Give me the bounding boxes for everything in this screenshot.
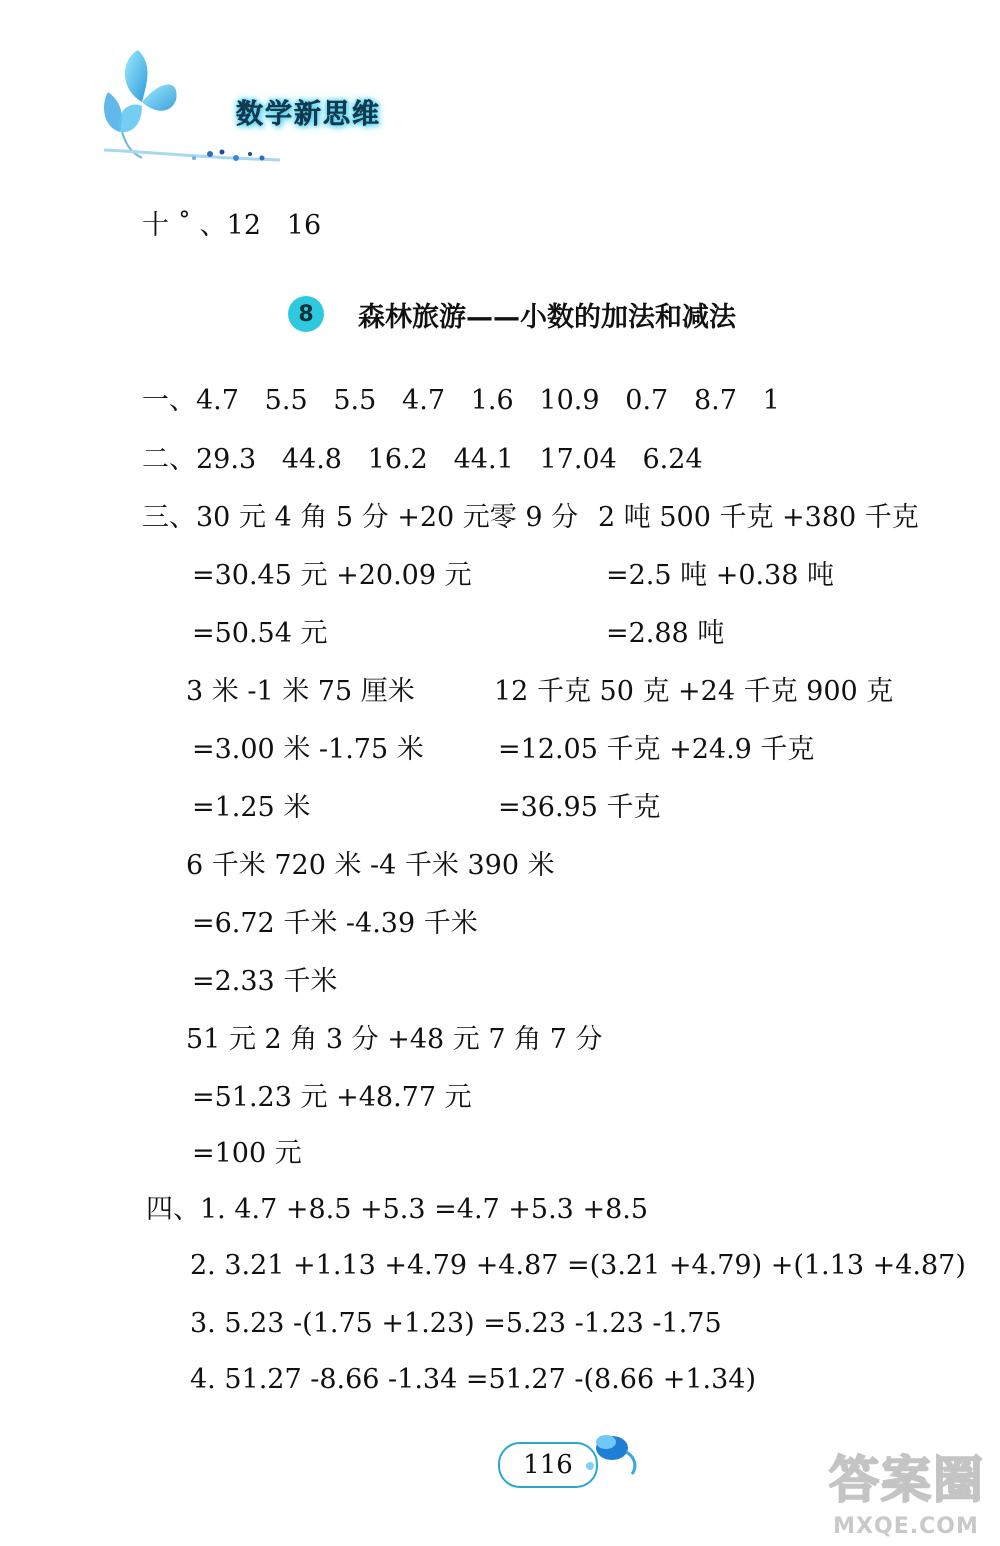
answer-q3c-line1: =3.00 米 -1.75 米 bbox=[192, 734, 424, 765]
answer-q2: 二、29.3 44.8 16.2 44.1 17.04 6.24 bbox=[142, 444, 703, 475]
watermark-logo: 答案圈 bbox=[829, 1451, 985, 1509]
answer-q4-1: 四、1. 4.7 +8.5 +5.3 =4.7 +5.3 +8.5 bbox=[146, 1194, 649, 1225]
blue-flower-icon bbox=[576, 1422, 646, 1478]
answer-q3a-line1: =30.45 元 +20.09 元 bbox=[192, 560, 472, 591]
answer-q3e-head: 6 千米 720 米 -4 千米 390 米 bbox=[186, 850, 555, 881]
answer-q3-head-right: 2 吨 500 千克 +380 千克 bbox=[598, 502, 919, 533]
answer-q3f-line1: =51.23 元 +48.77 元 bbox=[192, 1082, 472, 1113]
watermark bbox=[820, 1440, 992, 1540]
page-number: 116 bbox=[498, 1442, 598, 1488]
section-title-text: 森林旅游——小数的加法和减法 bbox=[358, 301, 736, 333]
answer-q1: 一、4.7 5.5 5.5 4.7 1.6 10.9 0.7 8.7 1 bbox=[142, 385, 780, 416]
answer-q3d-line1: =12.05 千克 +24.9 千克 bbox=[498, 734, 815, 765]
answer-q3d-head: 12 千克 50 克 +24 千克 900 克 bbox=[494, 676, 894, 707]
watermark-site: MXQE.COM bbox=[833, 1514, 979, 1539]
answer-ten: 十 ˚ 、12 16 bbox=[142, 210, 322, 241]
answer-q4-3: 3. 5.23 -(1.75 +1.23) =5.23 -1.23 -1.75 bbox=[190, 1308, 722, 1339]
book-title: 数学新思维 bbox=[236, 99, 381, 130]
answer-q4-4: 4. 51.27 -8.66 -1.34 =51.27 -(8.66 +1.34) bbox=[190, 1364, 756, 1395]
answer-q3b-line2: =2.88 吨 bbox=[606, 618, 725, 649]
answer-q3f-line2: =100 元 bbox=[192, 1138, 302, 1169]
section-number-badge: 8 bbox=[288, 296, 324, 332]
answer-q3c-line2: =1.25 米 bbox=[192, 792, 311, 823]
answer-q3c-head: 3 米 -1 米 75 厘米 bbox=[186, 676, 415, 707]
answer-q3e-line2: =2.33 千米 bbox=[192, 966, 338, 997]
answer-q3a-line2: =50.54 元 bbox=[192, 618, 328, 649]
answer-q3d-line2: =36.95 千克 bbox=[498, 792, 661, 823]
answer-q3-head-left: 三、30 元 4 角 5 分 +20 元零 9 分 bbox=[142, 502, 579, 533]
answer-q3f-head: 51 元 2 角 3 分 +48 元 7 角 7 分 bbox=[186, 1024, 603, 1055]
answer-q3e-line1: =6.72 千米 -4.39 千米 bbox=[192, 908, 478, 939]
answer-q4-2: 2. 3.21 +1.13 +4.79 +4.87 =(3.21 +4.79) +(1.13 +4.87) bbox=[190, 1250, 966, 1281]
answer-q3b-line1: =2.5 吨 +0.38 吨 bbox=[606, 560, 835, 591]
section-heading bbox=[288, 294, 736, 334]
